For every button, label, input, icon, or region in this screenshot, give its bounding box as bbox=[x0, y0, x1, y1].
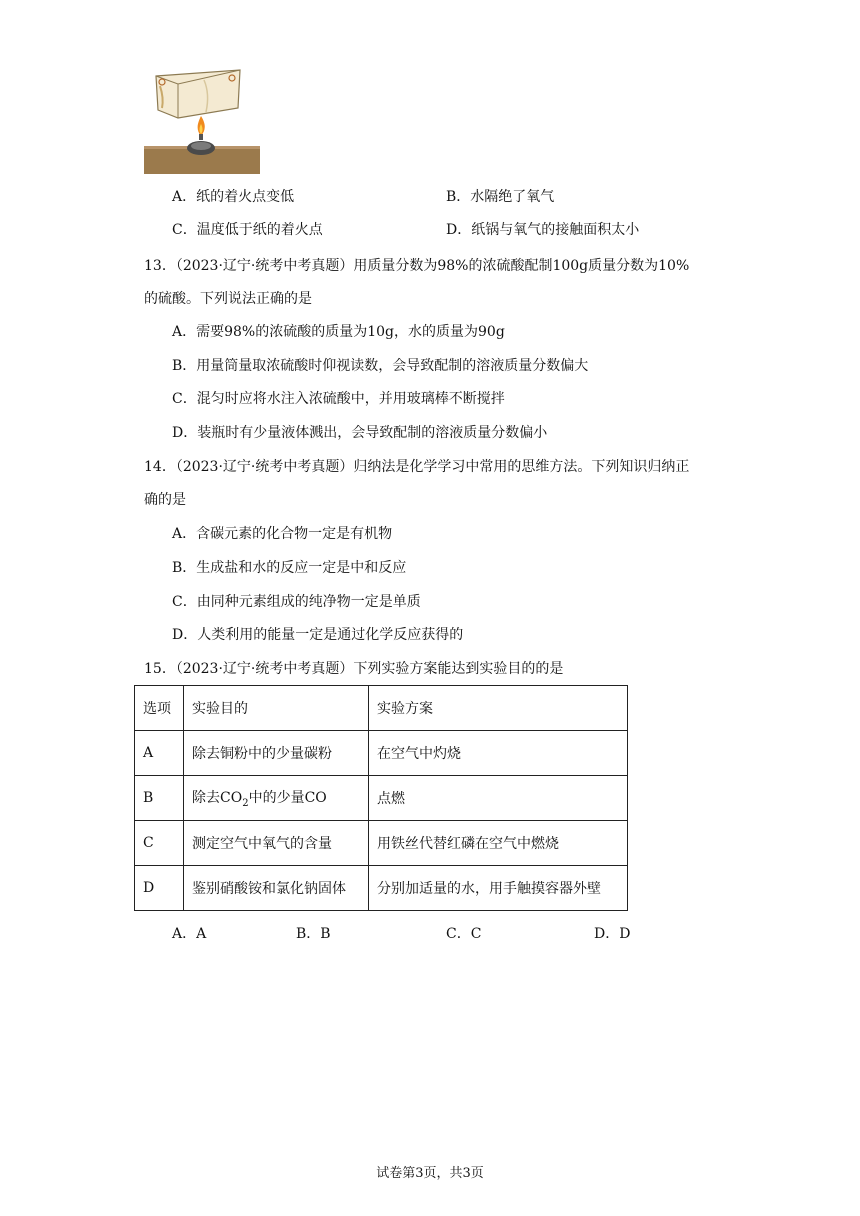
table-cell-option: C bbox=[135, 821, 184, 866]
q14-option-c: C．由同种元素组成的纯净物一定是单质 bbox=[172, 594, 421, 610]
q14-option-b: B．生成盐和水的反应一定是中和反应 bbox=[172, 560, 407, 576]
q13-option-d: D．装瓶时有少量液体溅出，会导致配制的溶液质量分数偏小 bbox=[172, 425, 548, 441]
table-cell-plan: 在空气中灼烧 bbox=[369, 731, 628, 776]
figure-paper-pot bbox=[144, 64, 262, 176]
table-cell-plan: 分别加适量的水，用手触摸容器外壁 bbox=[369, 866, 628, 911]
table-cell-purpose: 除去铜粉中的少量碳粉 bbox=[184, 731, 369, 776]
table-cell-option: B bbox=[135, 776, 184, 821]
purpose-text-post: 中的少量CO bbox=[248, 790, 327, 807]
table-header-plan: 实验方案 bbox=[369, 686, 628, 731]
q14-stem-line2: 确的是 bbox=[144, 492, 186, 508]
purpose-subscript: 2 bbox=[242, 797, 249, 809]
table-row bbox=[135, 776, 628, 821]
table-row bbox=[135, 866, 628, 911]
q13-stem-line1: 13．（2023·辽宁·统考中考真题）用质量分数为98%的浓硫酸配制100g质量分数为10% bbox=[144, 258, 690, 274]
q13-stem-line2: 的硫酸。下列说法正确的是 bbox=[144, 291, 312, 307]
table-header-purpose: 实验目的 bbox=[184, 686, 369, 731]
table-cell-purpose: 测定空气中氧气的含量 bbox=[184, 821, 369, 866]
page-footer: 试卷第3页，共3页 bbox=[376, 1166, 484, 1181]
paper-pot-illustration bbox=[144, 64, 262, 176]
q12-option-b: B．水隔绝了氧气 bbox=[446, 189, 555, 205]
q12-option-d: D．纸锅与氧气的接触面积太小 bbox=[446, 222, 640, 238]
q13-option-a: A．需要98%的浓硫酸的质量为10g，水的质量为90g bbox=[172, 324, 505, 340]
q13-option-b: B．用量筒量取浓硫酸时仰视读数，会导致配制的溶液质量分数偏大 bbox=[172, 358, 589, 374]
table-row bbox=[135, 821, 628, 866]
q13-option-c: C．混匀时应将水注入浓硫酸中，并用玻璃棒不断搅拌 bbox=[172, 391, 505, 407]
experiment-table bbox=[134, 685, 628, 911]
q15-stem-line1: 15．（2023·辽宁·统考中考真题）下列实验方案能达到实验目的的是 bbox=[144, 661, 564, 677]
table-cell-option: A bbox=[135, 731, 184, 776]
q15-option-d: D．D bbox=[594, 926, 631, 942]
table-cell-plan: 点燃 bbox=[369, 776, 628, 821]
q15-option-a: A．A bbox=[172, 926, 207, 942]
table-header-row bbox=[135, 686, 628, 731]
table-header-option: 选项 bbox=[135, 686, 184, 731]
purpose-text-pre: 除去CO bbox=[192, 790, 243, 807]
table-cell-plan: 用铁丝代替红磷在空气中燃烧 bbox=[369, 821, 628, 866]
table-cell-option: D bbox=[135, 866, 184, 911]
q14-stem-line1: 14．（2023·辽宁·统考中考真题）归纳法是化学学习中常用的思维方法。下列知识归纳正 bbox=[144, 459, 690, 475]
q15-option-b: B．B bbox=[296, 926, 331, 942]
table-cell-purpose bbox=[184, 776, 369, 821]
q15-option-c: C．C bbox=[446, 926, 482, 942]
q14-option-a: A．含碳元素的化合物一定是有机物 bbox=[172, 526, 393, 542]
q12-option-c: C．温度低于纸的着火点 bbox=[172, 222, 323, 238]
table-row bbox=[135, 731, 628, 776]
q14-option-d: D．人类利用的能量一定是通过化学反应获得的 bbox=[172, 627, 464, 643]
table-cell-purpose: 鉴别硝酸铵和氯化钠固体 bbox=[184, 866, 369, 911]
q12-option-a: A．纸的着火点变低 bbox=[172, 189, 295, 205]
